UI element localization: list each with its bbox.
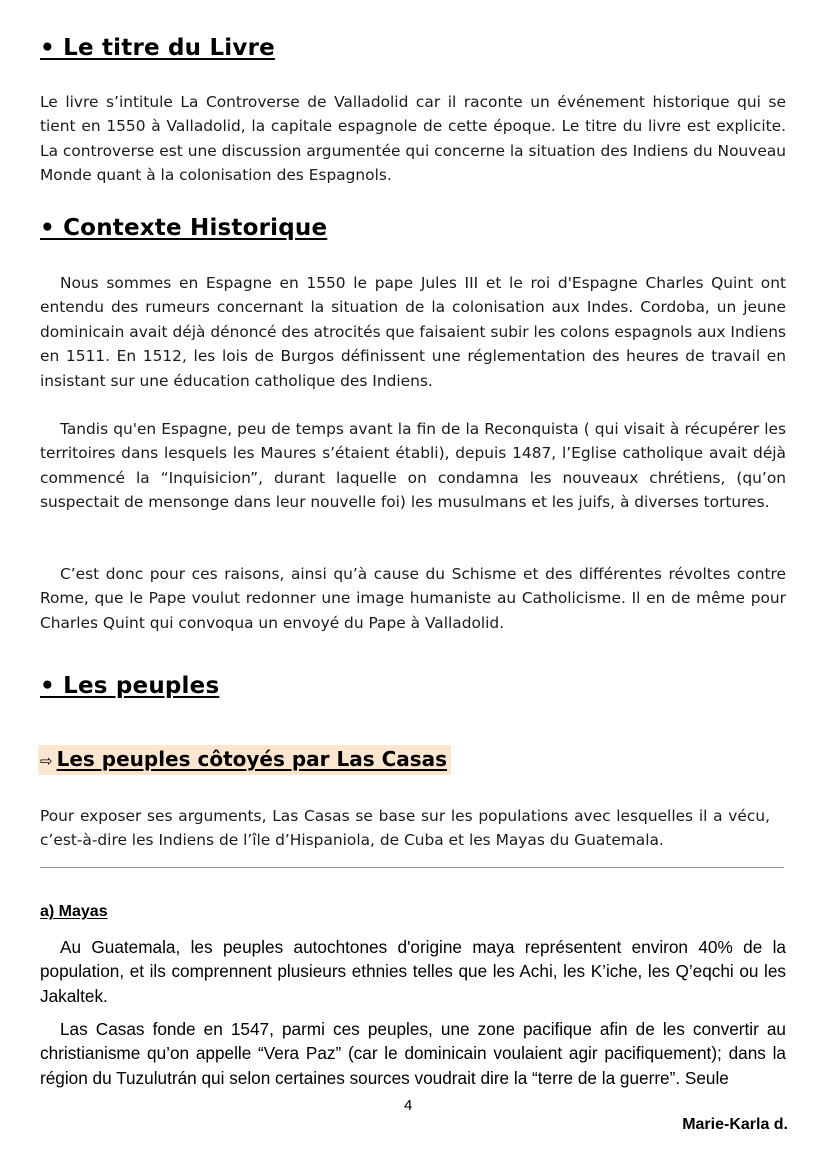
- heading-contexte-historique: • Contexte Historique: [40, 215, 328, 241]
- paragraph-mayas-2: Las Casas fonde en 1547, parmi ces peuples, une zone pacifique afin de les convertir au christianisme qu’on appelle “Vera Paz” (car le dominicain voulaient agir pacifiquement); dans la région du Tuzulutrán qui selon certaines sources voudrait dire la “terre de la guerre”. Seule: [40, 1019, 786, 1088]
- page-number: 4: [404, 1097, 413, 1114]
- paragraph-peuples: Pour exposer ses arguments, Las Casas se base sur les populations avec lesquelles il a vécu, c’est-à-dire les Indiens de l’île d’Hispaniola, de Cuba et les Mayas du Guatemala.: [40, 807, 770, 850]
- heading-mayas: a) Mayas: [40, 903, 108, 920]
- heading-titre-du-livre: • Le titre du Livre: [40, 35, 275, 61]
- heading-les-peuples: • Les peuples: [40, 673, 220, 699]
- arrow-right-icon: ⇨: [40, 752, 53, 770]
- paragraph-contexte-1: Nous sommes en Espagne en 1550 le pape Jules III et le roi d'Espagne Charles Quint ont entendu des rumeurs concernant la situation de la colonisation aux Indes. Cordoba, un jeune dominicain avait déjà dénoncé des atrocités que faisaient subir les colons espagnols aux Indiens en 1511. En 1512, les lois de Burgos définissent une réglementation des heures de travail en insistant sur une éducation catholique des Indiens.: [40, 274, 786, 390]
- paragraph-contexte-2: Tandis qu'en Espagne, peu de temps avant la fin de la Reconquista ( qui visait à récupérer les territoires dans lesquels les Maures s’étaient établi), depuis 1487, l’Eglise catholique avait déjà commencé la “Inquisicion”, durant laquelle on condamna les nouveaux chrétiens, (qu’on suspectait de mensonge dans leur nouvelle foi) les musulmans et les juifs, à diverses tortures.: [40, 420, 786, 512]
- paragraph-mayas-1: Au Guatemala, les peuples autochtones d'origine maya représentent environ 40% de la population, et ils comprennent plusieurs ethnies telles que les Achi, les K’iche, les Q’eqchi ou les Jakaltek.: [40, 937, 786, 1006]
- horizontal-rule: [40, 867, 784, 868]
- paragraph-titre: Le livre s’intitule La Controverse de Valladolid car il raconte un événement historique qui se tient en 1550 à Valladolid, la capitale espagnole de cette époque. Le titre du livre est explicite. La controverse est une discussion argumentée qui concerne la situation des Indiens du Nouveau Monde quant à la colonisation des Espagnols.: [40, 93, 786, 185]
- paragraph-contexte-3: C’est donc pour ces raisons, ainsi qu’à cause du Schisme et des différentes révoltes contre Rome, que le Pape voulut redonner une image humaniste au Catholicisme. Il en de même pour Charles Quint qui convoqua un envoyé du Pape à Valladolid.: [40, 565, 786, 632]
- subheading-text: Les peuples côtoyés par Las Casas: [56, 747, 448, 771]
- subheading-peuples-cotoyes: [38, 745, 451, 775]
- author-name: Marie-Karla d.: [682, 1116, 788, 1133]
